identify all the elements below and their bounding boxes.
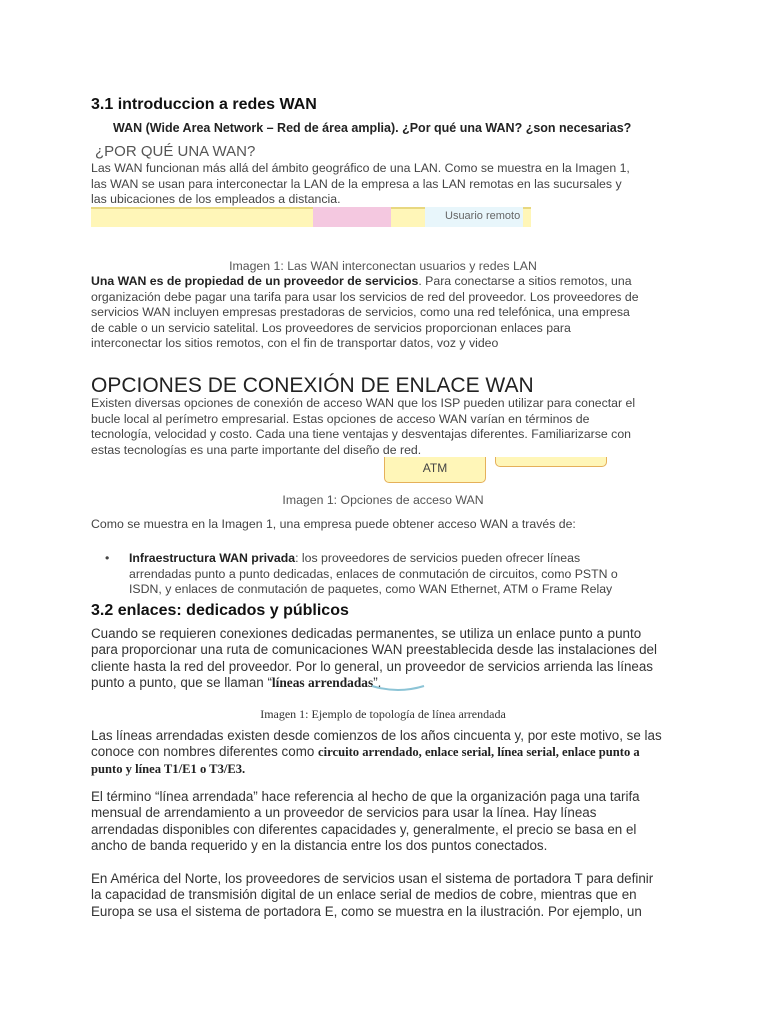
text-line: Infraestructura WAN privada: los proveedores de servicios pueden ofrecer líneas	[129, 551, 581, 565]
figure-1-cropped	[91, 207, 531, 227]
text-line: ancho de banda requerido y en la distancia entre los dos puntos conectados.	[91, 838, 548, 854]
text-line: arrendadas punto a punto dedicadas, enlaces de conmutación de circuitos, como PSTN o	[129, 566, 618, 581]
wan-ownership-bold: Una WAN es de propiedad de un proveedor de servicios	[91, 274, 419, 288]
text-line: de cable o un servicio satelital. Los proveedores de servicios proporcionan enlaces para	[91, 320, 571, 335]
leased-lines-history-paragraph	[91, 728, 711, 777]
text-line: las ubicaciones de los empleados a distancia.	[91, 192, 341, 206]
wan-access-list	[91, 551, 711, 598]
text-line: mensual de arrendamiento a un proveedor de servicios para usar la línea. Hay líneas	[91, 805, 597, 821]
text-line: para proporcionar una ruta de comunicaciones WAN preestablecida desde las instalaciones del	[91, 642, 657, 658]
section-3-heading: 3.2 enlaces: dedicados y públicos	[91, 602, 349, 619]
private-wan-bold: Infraestructura WAN privada	[129, 551, 296, 565]
text-line: estas tecnologías es una parte importante del diseño de red.	[91, 442, 422, 457]
section-2-heading: OPCIONES DE CONEXIÓN DE ENLACE WAN	[91, 374, 534, 397]
text-line: Una WAN es de propiedad de un proveedor de servicios. Para conectarse a sitios remotos, una	[91, 274, 632, 288]
leased-lines-bold: líneas arrendadas	[271, 675, 374, 691]
text-line: organización debe pagar una tarifa para usar los servicios de red del proveedor. Los proveedores de	[91, 289, 639, 304]
leased-line-definition-paragraph	[91, 789, 711, 855]
carrier-systems-paragraph	[91, 871, 711, 920]
text-line: punto y línea T1/E1 o T3/E3.	[91, 761, 246, 776]
bullet-icon: •	[105, 551, 110, 565]
text-line: las WAN se usan para interconectar la LAN de la empresa a las LAN remotas en las sucursales y	[91, 176, 622, 191]
wan-intro-paragraph	[91, 161, 691, 208]
text-line: Existen diversas opciones de conexión de acceso WAN que los ISP pueden utilizar para conectar el	[91, 396, 636, 410]
leased-line-names-bold: circuito arrendado, enlace serial, línea serial, enlace punto a	[318, 745, 640, 760]
figure-2-caption: Imagen 1: Opciones de acceso WAN	[282, 493, 484, 507]
figure-2-box	[495, 457, 607, 467]
atm-label: ATM	[422, 461, 448, 475]
text-line: Las WAN funcionan más allá del ámbito geográfico de una LAN. Como se muestra en la Imagen 1,	[91, 161, 630, 175]
text-line: conoce con nombres diferentes como circuito arrendado, enlace serial, línea serial, enlace punto a	[91, 744, 640, 760]
atm-box	[384, 457, 486, 483]
text-line: El término “línea arrendada” hace referencia al hecho de que la organización paga una tarifa	[91, 789, 640, 804]
text-line: En América del Norte, los proveedores de servicios usan el sistema de portadora T para definir	[91, 871, 654, 886]
section-1-subheading: WAN (Wide Area Network – Red de área amplia). ¿Por qué una WAN? ¿son necesarias?	[113, 121, 632, 135]
text-line: Cuando se requieren conexiones dedicadas permanentes, se utiliza un enlace punto a punto	[91, 626, 642, 641]
list-item	[91, 551, 711, 598]
figure-3-cropped-curve	[370, 684, 426, 692]
text-line: ISDN, y enlaces de conmutación de paquetes, como WAN Ethernet, ATM o Frame Relay	[129, 582, 613, 596]
figure-1-caption: Imagen 1: Las WAN interconectan usuarios y redes LAN	[229, 259, 537, 273]
text-line: Las líneas arrendadas existen desde comienzos de los años cincuenta y, por este motivo, se las	[91, 728, 662, 743]
text-line: cliente hasta la red del proveedor. Por lo general, un proveedor de servicios arrienda las líneas	[91, 658, 653, 674]
text-line: interconectar los sitios remotos, con el fin de transportar datos, voz y video	[91, 336, 499, 350]
why-wan-question: ¿POR QUÉ UNA WAN?	[95, 143, 256, 160]
text-line: servicios WAN incluyen empresas prestadoras de servicios, como una red telefónica, una empresa	[91, 305, 630, 319]
wan-ownership-paragraph	[91, 274, 691, 352]
text-line: Europa se usa el sistema de portadora E, como se muestra en la ilustración. Por ejemplo, un	[91, 903, 642, 919]
text-line: bucle local al perímetro empresarial. Estas opciones de acceso WAN varían en términos de	[91, 411, 590, 426]
text-line: punto a punto, que se llaman “líneas arrendadas”.	[91, 675, 382, 691]
wan-access-intro: Como se muestra en la Imagen 1, una empresa puede obtener acceso WAN a través de:	[91, 517, 576, 531]
figure-3-caption: Imagen 1: Ejemplo de topología de línea arrendada	[260, 707, 506, 721]
remote-user-label: Usuario remoto	[445, 210, 521, 222]
section-1-heading: 3.1 introduccion a redes WAN	[91, 96, 317, 113]
text-line: la capacidad de transmisión digital de un enlace serial de medios de cobre, mientras que en	[91, 887, 637, 903]
figure-1-band	[313, 207, 391, 227]
text-line: arrendadas disponibles con diferentes capacidades y, generalmente, el precio se basa en el	[91, 821, 637, 837]
wan-options-paragraph	[91, 396, 691, 458]
dedicated-links-paragraph	[91, 626, 711, 692]
text-line: tecnología, velocidad y costo. Cada una tiene ventajas y desventajas diferentes. Familiarizarse con	[91, 427, 632, 441]
